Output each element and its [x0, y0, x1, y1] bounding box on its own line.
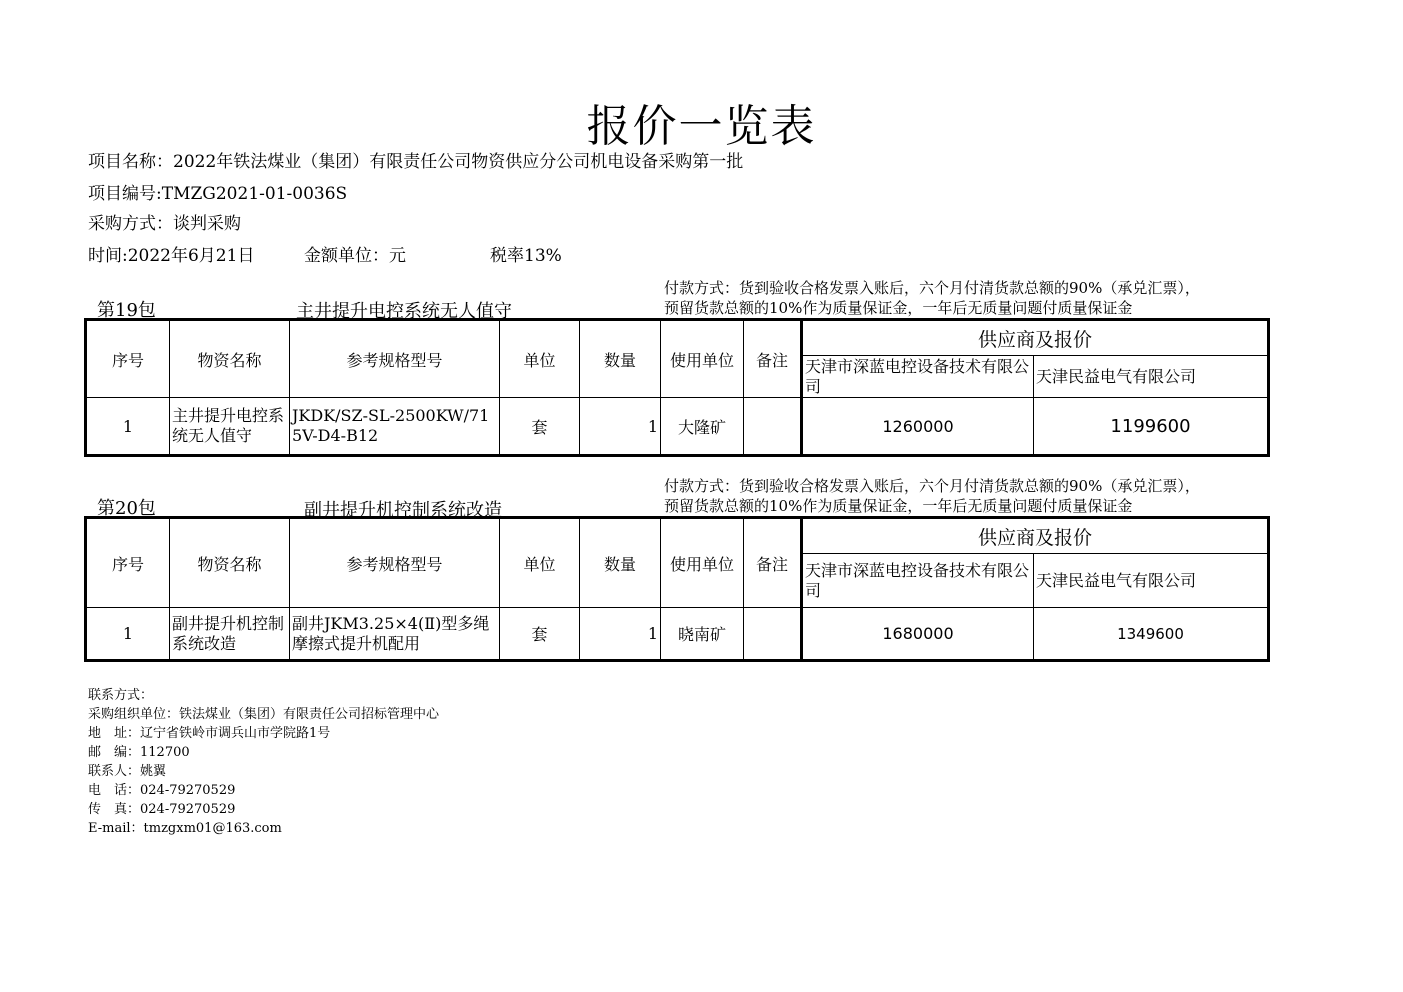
row-spec: 副井JKM3.25×4(Ⅱ)型多绳摩擦式提升机配用	[290, 608, 500, 661]
header-spec: 参考规格型号	[290, 320, 500, 398]
project-number: 项目编号:TMZG2021-01-0036S	[88, 184, 348, 204]
header-quantity: 数量	[580, 518, 661, 608]
quote-table	[84, 516, 1270, 662]
row-unit: 套	[500, 398, 580, 456]
contact-email: E-mail：tmzgxm01@163.com	[88, 821, 282, 836]
header-spec: 参考规格型号	[290, 518, 500, 608]
row-price-supplier-1: 1680000	[802, 608, 1034, 661]
quote-date: 时间:2022年6月21日	[88, 246, 255, 266]
contact-phone: 电 话：024-79270529	[88, 783, 236, 798]
payment-terms-line2: 预留货款总额的10%作为质量保证金，一年后无质量问题付质量保证金	[664, 299, 1133, 317]
table-row	[86, 398, 1269, 456]
contact-person: 联系人：姚翼	[88, 764, 167, 779]
row-user-unit: 大隆矿	[661, 398, 744, 456]
row-quantity: 1	[580, 398, 661, 456]
header-unit: 单位	[500, 518, 580, 608]
table-row	[86, 608, 1269, 661]
header-item-name: 物资名称	[170, 518, 290, 608]
contact-postcode: 邮 编：112700	[88, 745, 190, 760]
tax-rate: 税率13%	[490, 246, 562, 266]
currency-unit: 金额单位：元	[304, 246, 406, 266]
page-title: 报价一览表	[586, 101, 817, 152]
package-name: 副井提升机控制系统改造	[304, 500, 502, 521]
supplier-2: 天津民益电气有限公司	[1034, 554, 1269, 608]
header-user-unit: 使用单位	[661, 518, 744, 608]
row-price-supplier-1: 1260000	[802, 398, 1034, 456]
payment-terms-line1: 付款方式：货到验收合格发票入账后，六个月付清货款总额的90%（承兑汇票），	[664, 477, 1200, 495]
package-label: 第19包	[97, 300, 156, 321]
supplier-1: 天津市深蓝电控设备技术有限公司	[802, 554, 1034, 608]
package-name: 主井提升电控系统无人值守	[296, 301, 512, 322]
header-item-name: 物资名称	[170, 320, 290, 398]
payment-terms-line2: 预留货款总额的10%作为质量保证金，一年后无质量问题付质量保证金	[664, 497, 1133, 515]
row-price-supplier-2: 1349600	[1034, 608, 1269, 661]
quote-table	[84, 318, 1270, 457]
contact-org: 采购组织单位：铁法煤业（集团）有限责任公司招标管理中心	[88, 707, 440, 722]
procurement-method: 采购方式：谈判采购	[88, 214, 241, 234]
supplier-2: 天津民益电气有限公司	[1034, 356, 1269, 398]
contact-address: 地 址：辽宁省铁岭市调兵山市学院路1号	[88, 726, 331, 741]
header-seq: 序号	[86, 518, 170, 608]
row-seq: 1	[86, 608, 170, 661]
row-item-name: 主井提升电控系统无人值守	[170, 398, 290, 456]
header-seq: 序号	[86, 320, 170, 398]
row-quantity: 1	[580, 608, 661, 661]
payment-terms-line1: 付款方式：货到验收合格发票入账后，六个月付清货款总额的90%（承兑汇票），	[664, 279, 1200, 297]
row-remark	[744, 398, 802, 456]
header-supplier-quote: 供应商及报价	[802, 320, 1269, 356]
contact-block	[88, 686, 439, 838]
row-remark	[744, 608, 802, 661]
header-unit: 单位	[500, 320, 580, 398]
header-quantity: 数量	[580, 320, 661, 398]
header-user-unit: 使用单位	[661, 320, 744, 398]
row-user-unit: 晓南矿	[661, 608, 744, 661]
row-item-name: 副井提升机控制系统改造	[170, 608, 290, 661]
contact-heading: 联系方式：	[88, 688, 154, 703]
header-supplier-quote: 供应商及报价	[802, 518, 1269, 554]
package-label: 第20包	[97, 498, 156, 519]
row-price-supplier-2: 1199600	[1034, 398, 1269, 456]
supplier-1: 天津市深蓝电控设备技术有限公司	[802, 356, 1034, 398]
project-name: 项目名称：2022年铁法煤业（集团）有限责任公司物资供应分公司机电设备采购第一批	[88, 152, 744, 172]
contact-fax: 传 真：024-79270529	[88, 802, 236, 817]
row-spec: JKDK/SZ-SL-2500KW/715V-D4-B12	[290, 398, 500, 456]
header-remark: 备注	[744, 518, 802, 608]
header-remark: 备注	[744, 320, 802, 398]
row-seq: 1	[86, 398, 170, 456]
row-unit: 套	[500, 608, 580, 661]
